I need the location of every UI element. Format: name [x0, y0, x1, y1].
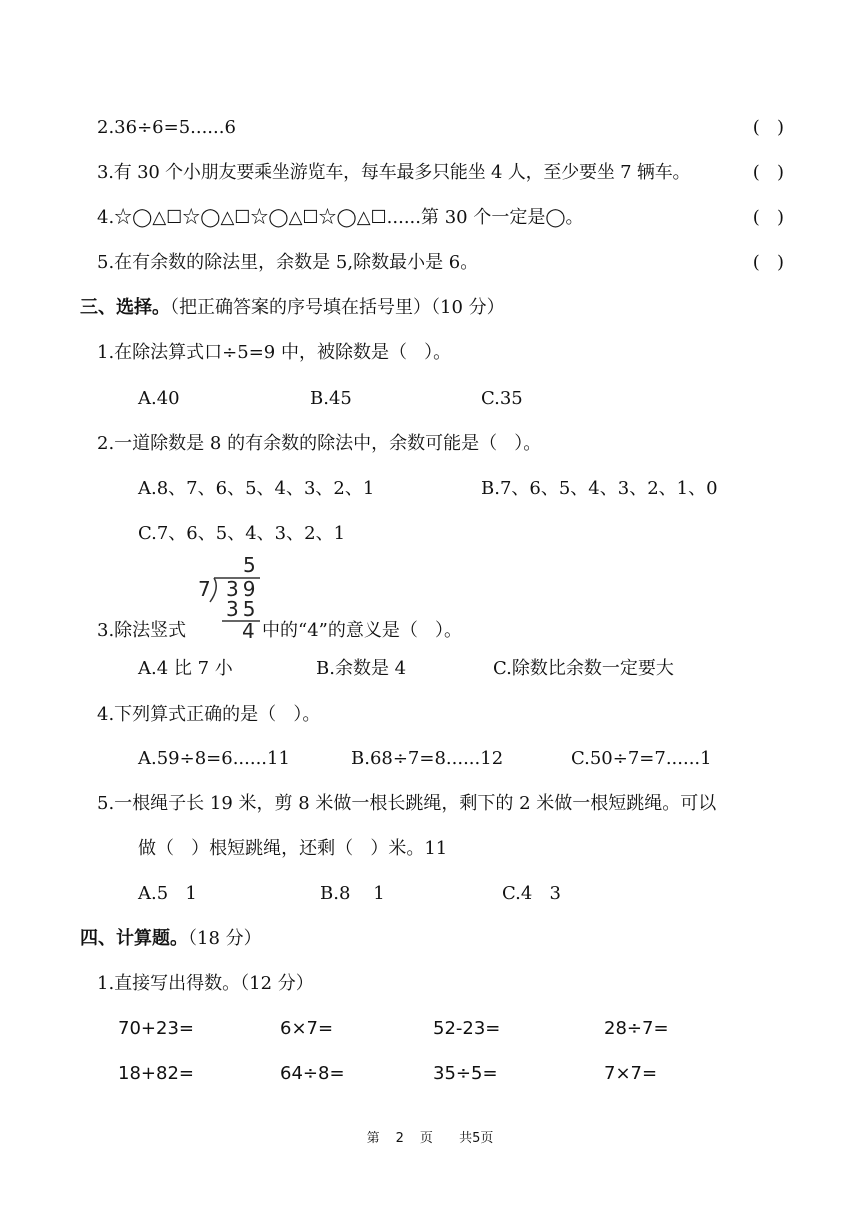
choice-q5-stem-line2: 做（ ）根短跳绳，还剩（ ）米。11: [138, 838, 448, 859]
section-4-title: 四、计算题。: [80, 928, 188, 949]
choice-q3-stem-start: 3.除法竖式: [97, 620, 187, 641]
footer-page-number: 2: [395, 1131, 404, 1146]
choice-q5-option-c: C.4 3: [502, 883, 561, 904]
page-footer: [0, 1127, 860, 1146]
choice-q2-option-c: C.7、6、5、4、3、2、1: [138, 523, 346, 544]
choice-q2-option-a: A.8、7、6、5、4、3、2、1: [138, 478, 375, 499]
choice-q4-option-a: A.59÷8=6......11: [138, 748, 290, 769]
calc-row1-item3: 52-23=: [433, 1018, 501, 1039]
judge-item-2: 2.36÷6=5......6: [97, 117, 236, 138]
section-3-heading: [80, 296, 505, 320]
answer-paren-5: ( ): [752, 252, 784, 273]
division-remainder: 4: [242, 619, 255, 642]
division-dividend: 39: [226, 577, 260, 601]
choice-q4-option-b: B.68÷7=8......12: [351, 748, 504, 769]
footer-total-pages: 共5页: [459, 1131, 494, 1146]
division-quotient: 5: [243, 553, 256, 577]
choice-q3-option-b: B.余数是 4: [316, 658, 407, 679]
calc-row1-item1: 70+23=: [118, 1018, 194, 1039]
section-3-title: 三、选择。: [80, 297, 170, 318]
answer-paren-3: ( ): [752, 162, 784, 183]
choice-q5-option-a: A.5 1: [138, 883, 197, 904]
answer-paren-4: ( ): [752, 207, 784, 228]
choice-q3-stem-end: 中的“4”的意义是（ ）。: [262, 620, 463, 641]
calc-row1-item4: 28÷7=: [604, 1018, 669, 1039]
footer-page-suffix: 页: [419, 1131, 433, 1146]
division-product: 35: [226, 597, 260, 621]
long-division-figure: [196, 552, 266, 642]
calc-row2-item4: 7×7=: [604, 1063, 658, 1084]
division-divisor: 7: [198, 577, 211, 601]
choice-q3-option-a: A.4 比 7 小: [138, 658, 233, 679]
choice-q4-stem: 4.下列算式正确的是（ ）。: [97, 704, 321, 725]
choice-q1-option-b: B.45: [310, 388, 352, 409]
choice-q3-option-c: C.除数比余数一定要大: [493, 658, 674, 679]
calc-row1-item2: 6×7=: [280, 1018, 334, 1039]
judge-item-3: 3.有 30 个小朋友要乘坐游览车，每车最多只能坐 4 人，至少要坐 7 辆车。: [97, 162, 691, 183]
choice-q2-stem: 2.一道除数是 8 的有余数的除法中，余数可能是（ ）。: [97, 433, 542, 454]
answer-paren-2: ( ): [752, 117, 784, 138]
choice-q5-stem-line1: 5.一根绳子长 19 米，剪 8 米做一根长跳绳，剩下的 2 米做一根短跳绳。可以: [97, 793, 717, 814]
choice-q1-option-c: C.35: [481, 388, 523, 409]
judge-item-4: 4.☆◯△☐☆◯△☐☆◯△☐☆◯△☐......第 30 个一定是◯。: [97, 207, 584, 228]
choice-q4-option-c: C.50÷7=7......1: [571, 748, 712, 769]
calc-row2-item1: 18+82=: [118, 1063, 194, 1084]
calc-row2-item2: 64÷8=: [280, 1063, 345, 1084]
choice-q5-option-b: B.8 1: [320, 883, 385, 904]
choice-q1-stem: 1.在除法算式口÷5=9 中，被除数是（ ）。: [97, 342, 452, 363]
footer-page-prefix: 第: [366, 1131, 380, 1146]
choice-q1-option-a: A.40: [138, 388, 180, 409]
choice-q2-option-b: B.7、6、5、4、3、2、1、0: [481, 478, 718, 499]
calc-row2-item3: 35÷5=: [433, 1063, 498, 1084]
judge-item-5: 5.在有余数的除法里，余数是 5,除数最小是 6。: [97, 252, 479, 273]
section-4-note: （18 分）: [188, 928, 262, 949]
section-4-heading: [80, 927, 262, 951]
section-3-note: （把正确答案的序号填在括号里）（10 分）: [170, 297, 505, 318]
calc-q1-title: 1.直接写出得数。（12 分）: [97, 973, 314, 994]
